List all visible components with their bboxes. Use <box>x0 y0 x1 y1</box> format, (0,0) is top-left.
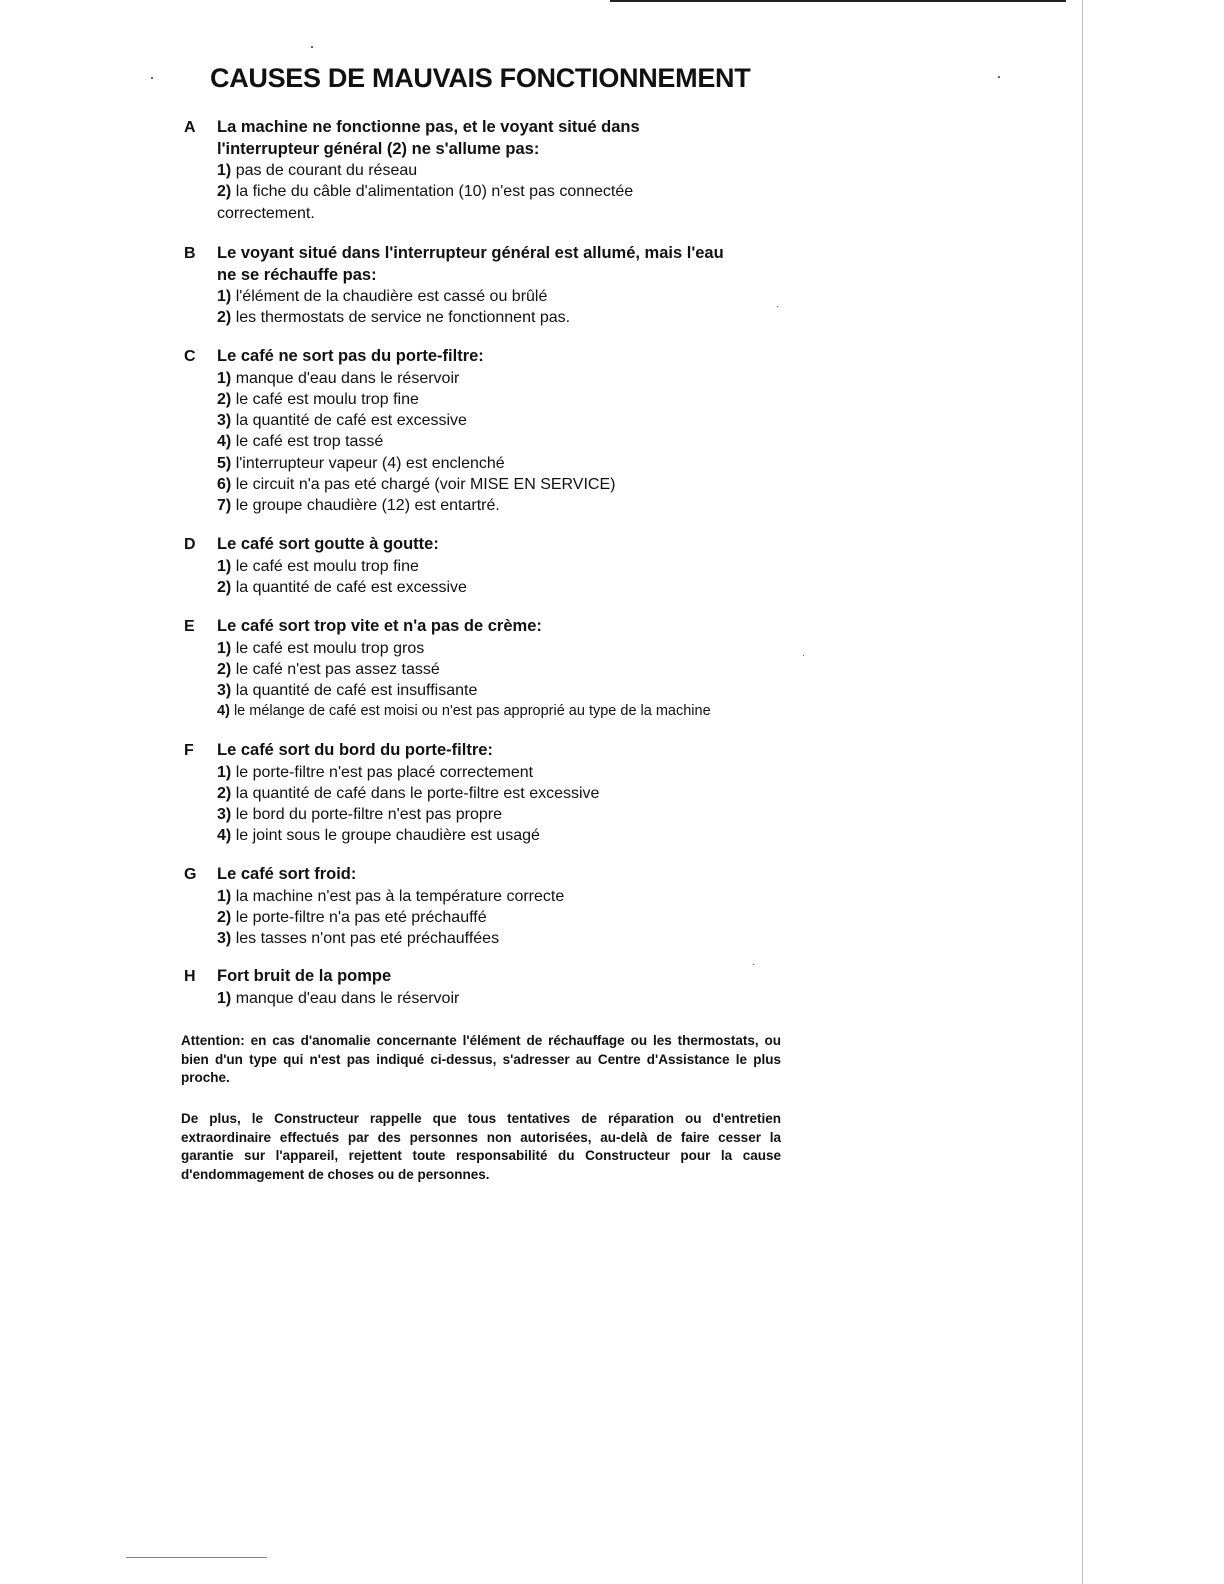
cause-text: le groupe chaudière (12) est entartré. <box>235 497 500 515</box>
cause-item <box>217 389 804 410</box>
cause-text: manque d'eau dans le réservoir <box>235 369 460 387</box>
bottom-link-rule <box>126 1557 267 1558</box>
cause-number: 2) <box>217 784 232 802</box>
cause-item <box>217 577 804 598</box>
cause-item <box>217 160 804 181</box>
cause-text: le café est moulu trop fine <box>235 557 419 575</box>
cause-number: 2) <box>217 578 232 596</box>
cause-text: le café est moulu trop fine <box>235 390 419 408</box>
section-heading: Le café sort goutte à goutte: <box>217 535 439 553</box>
section-heading: Le café sort froid: <box>217 865 357 883</box>
section-e <box>184 616 804 723</box>
scan-speck <box>753 964 754 965</box>
cause-text: le porte-filtre n'a pas eté préchauffé <box>235 908 487 926</box>
cause-item <box>217 804 804 825</box>
cause-text: le joint sous le groupe chaudière est usagé <box>235 827 540 845</box>
section-letter: D <box>184 536 196 553</box>
cause-item <box>217 988 804 1009</box>
cause-item <box>217 928 804 949</box>
cause-number: 2) <box>217 183 232 201</box>
cause-number: 2) <box>217 660 232 678</box>
scan-speck <box>998 76 1000 78</box>
cause-text: le café est moulu trop gros <box>235 639 425 657</box>
cause-text: les thermostats de service ne fonctionnent pas. <box>235 309 571 327</box>
cause-text: correctement. <box>217 204 315 222</box>
cause-text: la machine n'est pas à la température correcte <box>235 887 565 905</box>
scan-speck <box>151 77 153 79</box>
cause-number: 2) <box>217 908 232 926</box>
section-letter: H <box>184 968 196 985</box>
cause-number: 4) <box>217 703 230 720</box>
section-letter: B <box>184 245 196 262</box>
cause-item <box>217 680 804 701</box>
section-heading: ne se réchauffe pas: <box>217 265 377 284</box>
cause-text: le café est trop tassé <box>235 433 384 451</box>
cause-item <box>217 410 804 431</box>
cause-text: le mélange de café est moisi ou n'est pas approprié au type de la machine <box>233 703 711 720</box>
cause-item <box>217 181 804 202</box>
cause-text: l'interrupteur vapeur (4) est enclenché <box>235 454 505 472</box>
section-letter: C <box>184 348 196 365</box>
cause-number: 1) <box>217 162 232 179</box>
cause-item <box>217 453 804 474</box>
cause-text: le circuit n'a pas eté chargé (voir MISE EN SERVICE) <box>235 475 616 493</box>
section-a <box>184 117 804 224</box>
cause-number: 5) <box>217 454 232 472</box>
cause-item <box>217 307 804 328</box>
section-b <box>184 243 804 329</box>
cause-text: les tasses n'ont pas eté préchauffées <box>235 930 500 948</box>
section-heading: Fort bruit de la pompe <box>217 967 392 985</box>
cause-number: 1) <box>217 763 232 781</box>
scan-speck <box>311 46 313 48</box>
cause-item <box>217 762 804 783</box>
cause-text: la quantité de café est insuffisante <box>235 682 478 700</box>
cause-item <box>217 474 804 495</box>
right-edge-rule <box>1082 0 1083 1584</box>
section-letter: F <box>184 742 194 759</box>
cause-item <box>217 783 804 804</box>
cause-number: 1) <box>217 288 232 305</box>
cause-item <box>217 659 804 680</box>
section-f <box>184 740 804 847</box>
cause-number: 4) <box>217 827 232 845</box>
cause-text: la fiche du câble d'alimentation (10) n'est pas connectée <box>235 183 634 201</box>
cause-number: 3) <box>217 412 232 430</box>
section-letter: A <box>184 119 196 136</box>
section-heading: Le café ne sort pas du porte-filtre: <box>217 347 484 365</box>
cause-number: 1) <box>217 369 232 387</box>
cause-number: 2) <box>217 309 232 327</box>
cause-text: manque d'eau dans le réservoir <box>235 989 460 1007</box>
cause-number: 6) <box>217 475 232 493</box>
cause-item <box>217 368 804 389</box>
cause-text: l'élément de la chaudière est cassé ou brûlé <box>235 288 548 305</box>
cause-item <box>217 701 804 722</box>
cause-number: 3) <box>217 806 232 824</box>
cause-number: 3) <box>217 930 232 948</box>
cause-item <box>217 638 804 659</box>
cause-item <box>217 907 804 928</box>
section-heading: Le voyant situé dans l'interrupteur général est allumé, mais l'eau <box>217 244 724 262</box>
cause-text: la quantité de café dans le porte-filtre est excessive <box>235 784 600 802</box>
cause-item <box>217 431 804 452</box>
cause-text: le café n'est pas assez tassé <box>235 660 440 678</box>
top-edge-rule <box>610 0 1066 2</box>
cause-item <box>217 886 804 907</box>
attention-note: Attention: en cas d'anomalie concernante l'élément de réchauffage ou les thermostats, ou bien d'un type qui n'est pas indiqué ci-dessus, s'adresser au Centre d'Assistance le plus proche. <box>181 1033 781 1085</box>
cause-number: 1) <box>217 639 232 657</box>
cause-text: la quantité de café est excessive <box>235 412 467 430</box>
cause-number: 1) <box>217 989 232 1007</box>
section-c <box>184 346 804 517</box>
section-heading: Le café sort du bord du porte-filtre: <box>217 741 493 759</box>
section-h <box>184 966 804 1009</box>
section-letter: E <box>184 618 195 635</box>
cause-number: 3) <box>217 682 232 700</box>
cause-number: 4) <box>217 433 232 451</box>
cause-text: le bord du porte-filtre n'est pas propre <box>235 806 502 824</box>
section-letter: G <box>184 866 197 883</box>
section-heading: l'interrupteur général (2) ne s'allume pas: <box>217 139 540 158</box>
page-title: CAUSES DE MAUVAIS FONCTIONNEMENT <box>210 63 751 93</box>
section-g <box>184 864 804 949</box>
cause-text: la quantité de café est excessive <box>235 578 467 596</box>
cause-item <box>217 825 804 846</box>
cause-item <box>217 203 804 224</box>
cause-item <box>217 495 804 516</box>
cause-number: 1) <box>217 557 232 575</box>
cause-item <box>217 556 804 577</box>
cause-number: 2) <box>217 390 232 408</box>
section-heading: Le café sort trop vite et n'a pas de crème: <box>217 617 542 635</box>
cause-number: 1) <box>217 887 232 905</box>
section-d <box>184 534 804 598</box>
cause-text: pas de courant du réseau <box>235 162 418 179</box>
section-heading: La machine ne fonctionne pas, et le voyant situé dans <box>217 118 640 136</box>
cause-number: 7) <box>217 497 232 515</box>
cause-item <box>217 286 804 307</box>
cause-text: le porte-filtre n'est pas placé correctement <box>235 763 534 781</box>
constructeur-note: De plus, le Constructeur rappelle que tous tentatives de réparation ou d'entretien extraordinaire effectués par des personnes non autorisées, au-delà de faire cesser la garantie sur l'appareil, rejettent toute responsabilité du Constructeur pour la cause d'endommagement de choses ou de personnes. <box>181 1111 781 1182</box>
